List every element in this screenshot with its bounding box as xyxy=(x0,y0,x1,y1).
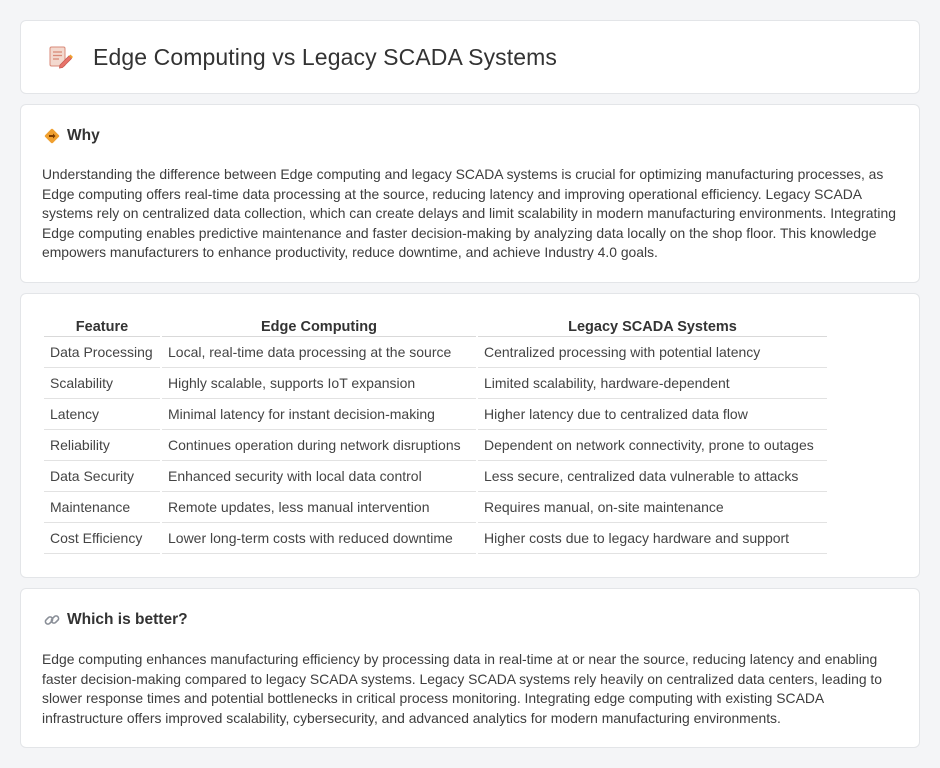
feature-cell: Data Processing xyxy=(44,337,160,368)
why-text: Understanding the difference between Edge computing and legacy SCADA systems is crucial for optimizing manufacturing processes, as Edge computing offers real-time data processing at the source, reducing latency and improving operational efficiency. Legacy SCADA systems rely on centralized data collection, which can create delays and limit scalability in modern manufacturing environments. Integrating Edge computing enables predictive maintenance and faster decision-making by analyzing data locally on the shop floor. This knowledge empowers manufacturers to enhance productivity, reduce downtime, and achieve Industry 4.0 goals. xyxy=(42,166,896,261)
better-text: Edge computing enhances manufacturing efficiency by processing data in real-time at or near the source, reducing latency and enabling faster decision-making compared to legacy SCADA systems. Legacy SCADA systems rely heavily on centralized data centers, leading to slower response times and potential bottlenecks in critical process monitoring. Integrating edge computing with existing SCADA infrastructure offers improved scalability, cybersecurity, and advanced analytics for modern manufacturing environments. xyxy=(42,651,883,726)
feature-cell: Data Security xyxy=(44,461,160,492)
scada-cell: Dependent on network connectivity, prone to outages xyxy=(478,430,827,461)
comparison-section xyxy=(20,293,920,578)
feature-cell: Reliability xyxy=(44,430,160,461)
table-row xyxy=(44,492,827,523)
edge-cell: Highly scalable, supports IoT expansion xyxy=(162,368,476,399)
link-icon xyxy=(43,611,61,629)
title-card xyxy=(20,20,920,94)
scada-cell: Less secure, centralized data vulnerable to attacks xyxy=(478,461,827,492)
feature-cell: Cost Efficiency xyxy=(44,523,160,554)
table-row xyxy=(44,461,827,492)
table-row xyxy=(44,430,827,461)
edge-cell: Continues operation during network disruptions xyxy=(162,430,476,461)
scada-cell: Requires manual, on-site maintenance xyxy=(478,492,827,523)
edge-cell: Local, real-time data processing at the source xyxy=(162,337,476,368)
scada-cell: Centralized processing with potential latency xyxy=(478,337,827,368)
feature-cell: Maintenance xyxy=(44,492,160,523)
scada-cell: Higher latency due to centralized data flow xyxy=(478,399,827,430)
table-header-row xyxy=(44,317,827,337)
table-row xyxy=(44,399,827,430)
edge-cell: Remote updates, less manual intervention xyxy=(162,492,476,523)
table-row xyxy=(44,523,827,554)
feature-cell: Scalability xyxy=(44,368,160,399)
document-pencil-icon xyxy=(47,44,73,70)
scada-cell: Limited scalability, hardware-dependent xyxy=(478,368,827,399)
why-heading: Why xyxy=(67,127,100,144)
table-row xyxy=(44,368,827,399)
edge-cell: Lower long-term costs with reduced downtime xyxy=(162,523,476,554)
better-heading: Which is better? xyxy=(67,611,188,628)
table-row xyxy=(44,337,827,368)
header-edge-computing: Edge Computing xyxy=(162,317,476,337)
why-section xyxy=(20,104,920,283)
scada-cell: Higher costs due to legacy hardware and support xyxy=(478,523,827,554)
edge-cell: Minimal latency for instant decision-making xyxy=(162,399,476,430)
diamond-directions-icon xyxy=(43,127,61,145)
page-title: Edge Computing vs Legacy SCADA Systems xyxy=(93,43,558,70)
which-is-better-section xyxy=(20,588,920,748)
feature-cell: Latency xyxy=(44,399,160,430)
header-legacy-scada: Legacy SCADA Systems xyxy=(478,317,827,337)
comparison-table xyxy=(42,317,829,554)
edge-cell: Enhanced security with local data control xyxy=(162,461,476,492)
header-feature: Feature xyxy=(44,317,160,337)
